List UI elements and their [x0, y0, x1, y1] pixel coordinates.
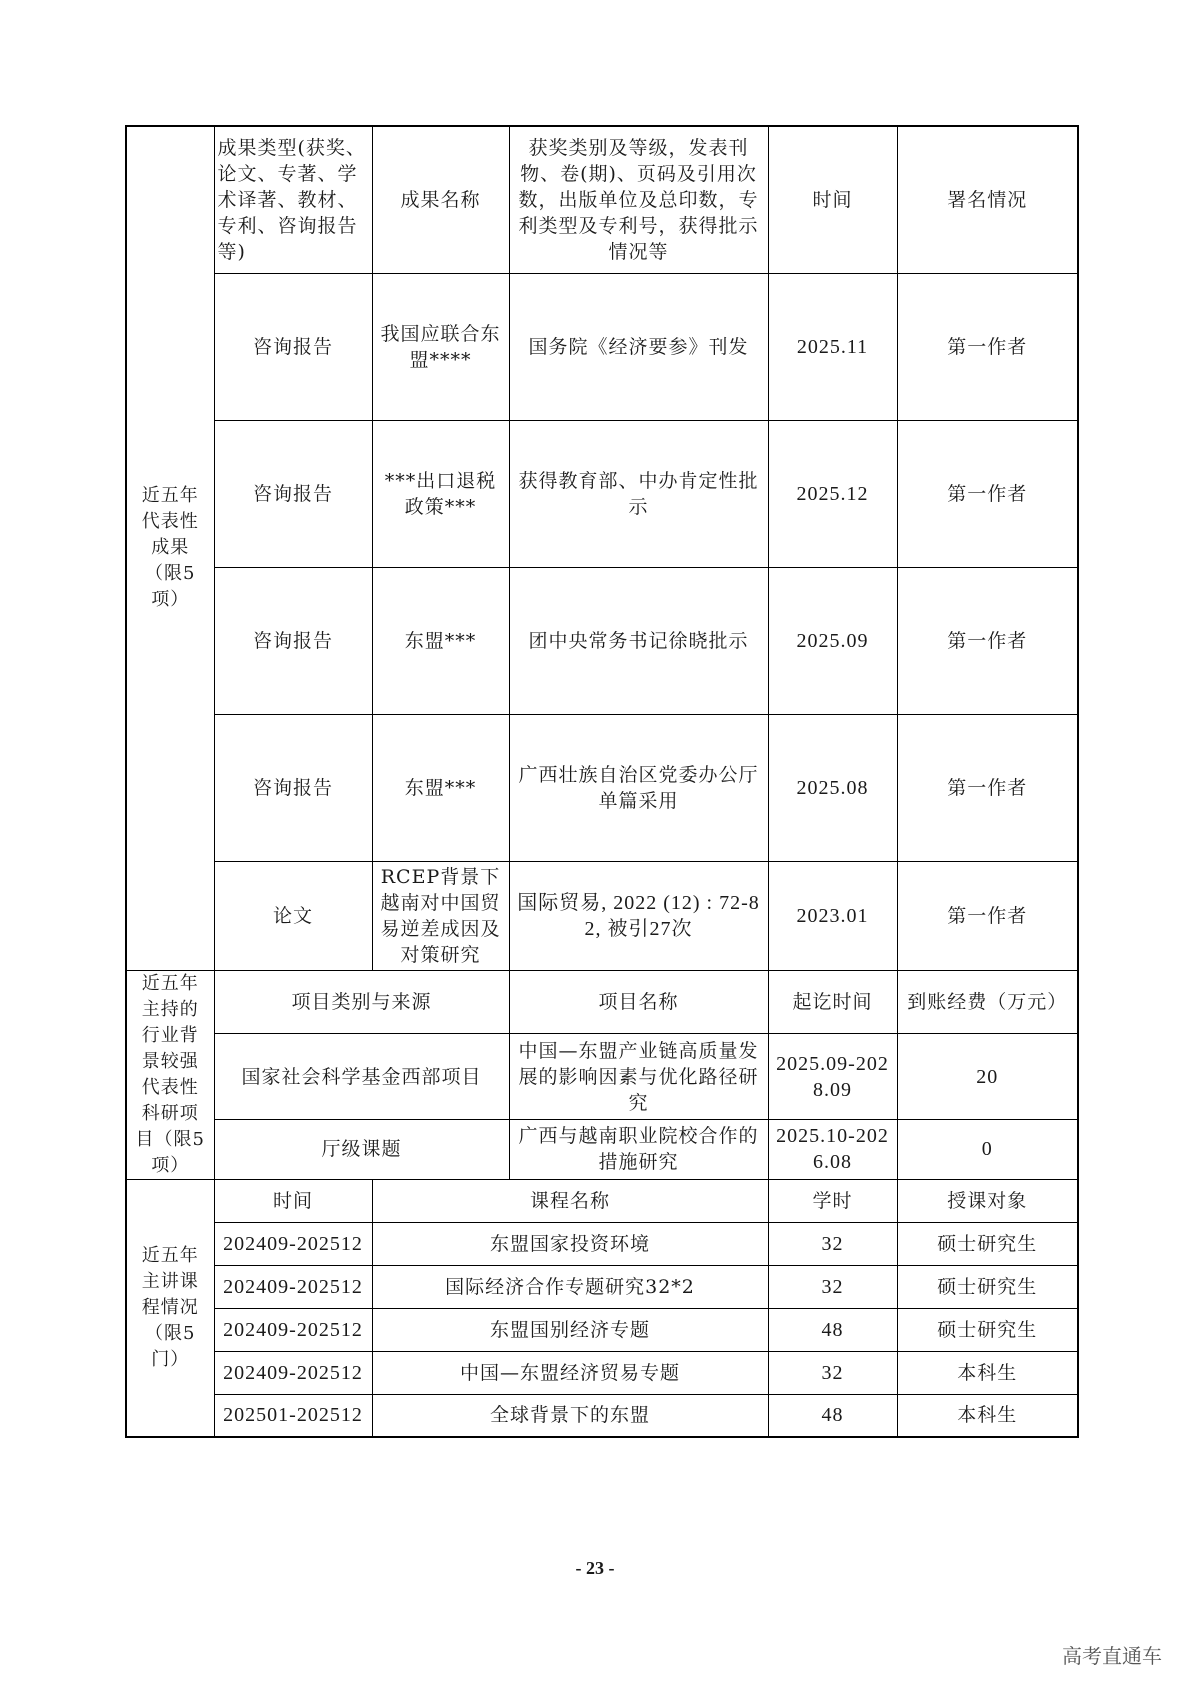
course-row [126, 1351, 1078, 1394]
courses-section-label: 近五年主讲课程情况（限5门） [126, 1179, 214, 1437]
course-name: 东盟国家投资环境 [372, 1222, 768, 1265]
achievements-header-row [126, 126, 1078, 273]
achievement-name: 东盟*** [372, 714, 509, 861]
project-period: 2025.09-2028.09 [768, 1033, 897, 1119]
achievement-detail: 广西壮族自治区党委办公厅单篇采用 [509, 714, 768, 861]
header-course-name: 课程名称 [372, 1179, 768, 1222]
header-achievement-signature: 署名情况 [897, 126, 1078, 273]
achievement-time: 2025.12 [768, 420, 897, 567]
achievement-name: 我国应联合东盟**** [372, 273, 509, 420]
watermark-text: 高考直通车 [1062, 1644, 1162, 1668]
course-name: 国际经济合作专题研究32*2 [372, 1265, 768, 1308]
achievement-name: ***出口退税政策*** [372, 420, 509, 567]
achievement-detail: 国务院《经济要参》刊发 [509, 273, 768, 420]
achievement-type: 咨询报告 [214, 714, 372, 861]
achievement-detail: 获得教育部、中办肯定性批示 [509, 420, 768, 567]
course-time: 202409-202512 [214, 1265, 372, 1308]
achievements-section-label: 近五年代表性成果（限5项） [126, 126, 214, 970]
achievement-row [126, 420, 1078, 567]
header-achievement-time: 时间 [768, 126, 897, 273]
header-achievement-detail: 获奖类别及等级，发表刊物、卷(期)、页码及引用次数，出版单位及总印数，专利类型及专利号，获得批示情况等 [509, 126, 768, 273]
achievement-signature: 第一作者 [897, 861, 1078, 970]
qualification-table [125, 125, 1079, 1438]
achievement-time: 2023.01 [768, 861, 897, 970]
course-row [126, 1308, 1078, 1351]
achievement-signature: 第一作者 [897, 714, 1078, 861]
header-course-time: 时间 [214, 1179, 372, 1222]
achievement-type: 咨询报告 [214, 420, 372, 567]
achievement-detail: 国际贸易, 2022 (12) : 72-82, 被引27次 [509, 861, 768, 970]
project-name: 中国—东盟产业链高质量发展的影响因素与优化路径研究 [509, 1033, 768, 1119]
header-course-audience: 授课对象 [897, 1179, 1078, 1222]
project-category: 厅级课题 [214, 1120, 509, 1179]
project-category: 国家社会科学基金西部项目 [214, 1033, 509, 1119]
achievement-type: 咨询报告 [214, 273, 372, 420]
course-audience: 本科生 [897, 1351, 1078, 1394]
achievement-row [126, 714, 1078, 861]
course-name: 东盟国别经济专题 [372, 1308, 768, 1351]
achievement-signature: 第一作者 [897, 420, 1078, 567]
achievement-time: 2025.11 [768, 273, 897, 420]
course-row [126, 1222, 1078, 1265]
achievement-name: RCEP背景下越南对中国贸易逆差成因及对策研究 [372, 861, 509, 970]
header-achievement-type: 成果类型(获奖、论文、专著、学术译著、教材、专利、咨询报告等) [214, 126, 372, 273]
header-project-category: 项目类别与来源 [214, 970, 509, 1033]
course-hours: 48 [768, 1394, 897, 1437]
course-time: 202501-202512 [214, 1394, 372, 1437]
project-funding: 0 [897, 1120, 1078, 1179]
header-project-name: 项目名称 [509, 970, 768, 1033]
header-course-hours: 学时 [768, 1179, 897, 1222]
achievement-signature: 第一作者 [897, 273, 1078, 420]
project-funding: 20 [897, 1033, 1078, 1119]
projects-section-label: 近五年主持的行业背景较强代表性科研项目（限5项） [126, 970, 214, 1179]
achievement-time: 2025.09 [768, 567, 897, 714]
course-hours: 32 [768, 1222, 897, 1265]
courses-header-row [126, 1179, 1078, 1222]
header-project-funding: 到账经费（万元） [897, 970, 1078, 1033]
course-name: 中国—东盟经济贸易专题 [372, 1351, 768, 1394]
projects-header-row [126, 970, 1078, 1033]
achievement-row [126, 567, 1078, 714]
course-time: 202409-202512 [214, 1351, 372, 1394]
achievement-row [126, 861, 1078, 970]
achievement-signature: 第一作者 [897, 567, 1078, 714]
project-name: 广西与越南职业院校合作的措施研究 [509, 1120, 768, 1179]
achievement-type: 论文 [214, 861, 372, 970]
course-name: 全球背景下的东盟 [372, 1394, 768, 1437]
course-row [126, 1394, 1078, 1437]
achievement-row [126, 273, 1078, 420]
course-row [126, 1265, 1078, 1308]
course-audience: 硕士研究生 [897, 1308, 1078, 1351]
course-audience: 本科生 [897, 1394, 1078, 1437]
course-hours: 32 [768, 1351, 897, 1394]
course-time: 202409-202512 [214, 1222, 372, 1265]
project-row [126, 1033, 1078, 1119]
course-hours: 32 [768, 1265, 897, 1308]
project-row [126, 1120, 1078, 1179]
course-time: 202409-202512 [214, 1308, 372, 1351]
project-period: 2025.10-2026.08 [768, 1120, 897, 1179]
course-hours: 48 [768, 1308, 897, 1351]
achievement-detail: 团中央常务书记徐晓批示 [509, 567, 768, 714]
achievement-time: 2025.08 [768, 714, 897, 861]
achievement-name: 东盟*** [372, 567, 509, 714]
header-project-period: 起讫时间 [768, 970, 897, 1033]
header-achievement-name: 成果名称 [372, 126, 509, 273]
achievement-type: 咨询报告 [214, 567, 372, 714]
page-number: - 23 - [575, 1558, 615, 1578]
course-audience: 硕士研究生 [897, 1222, 1078, 1265]
course-audience: 硕士研究生 [897, 1265, 1078, 1308]
